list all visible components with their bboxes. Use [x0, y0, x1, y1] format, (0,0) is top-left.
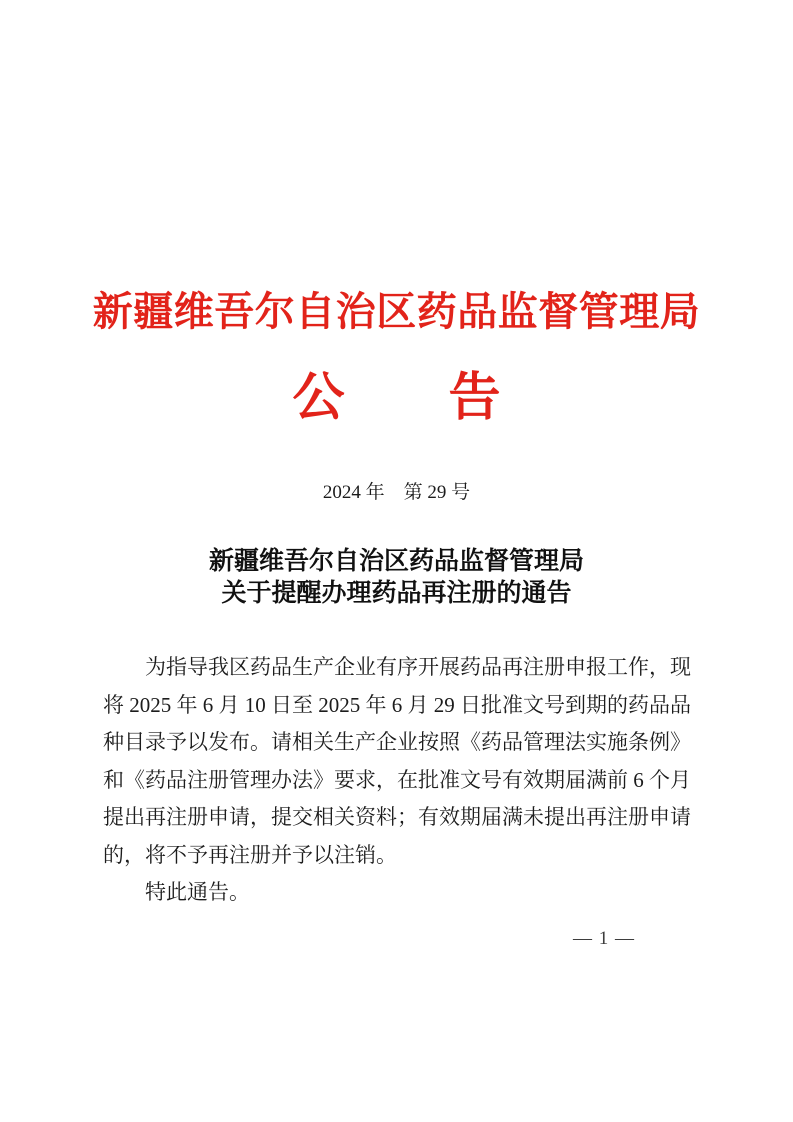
agency-masthead: 新疆维吾尔自治区药品监督管理局 — [92, 289, 701, 334]
body-paragraph-main: 为指导我区药品生产企业有序开展药品再注册申报工作，现将 2025 年 6 月 10 日至 2025 年 6 月 29 日批准文号到期的药品品种目录予以发布。请相关生产企业按照《药品管理法实施条例》和《药品注册管理办法》要求，在批准文号有效期届满前 6 个月提出再注册申请，提交相关资料；有效期届满未提出再注册申请的，将不予再注册并予以注销。 — [103, 655, 691, 867]
issue-number: 2024 年 第 29 号 — [322, 482, 471, 503]
notice-type-heading: 公 告 — [292, 370, 501, 427]
document-title-line1: 新疆维吾尔自治区药品监督管理局 — [208, 548, 584, 575]
document-title-line2: 关于提醒办理药品再注册的通告 — [221, 579, 572, 607]
document-title — [0, 546, 793, 609]
page-number: — 1 — — [573, 927, 635, 949]
document-body — [103, 649, 691, 912]
body-paragraph-closing: 特此通告。 — [145, 880, 250, 904]
